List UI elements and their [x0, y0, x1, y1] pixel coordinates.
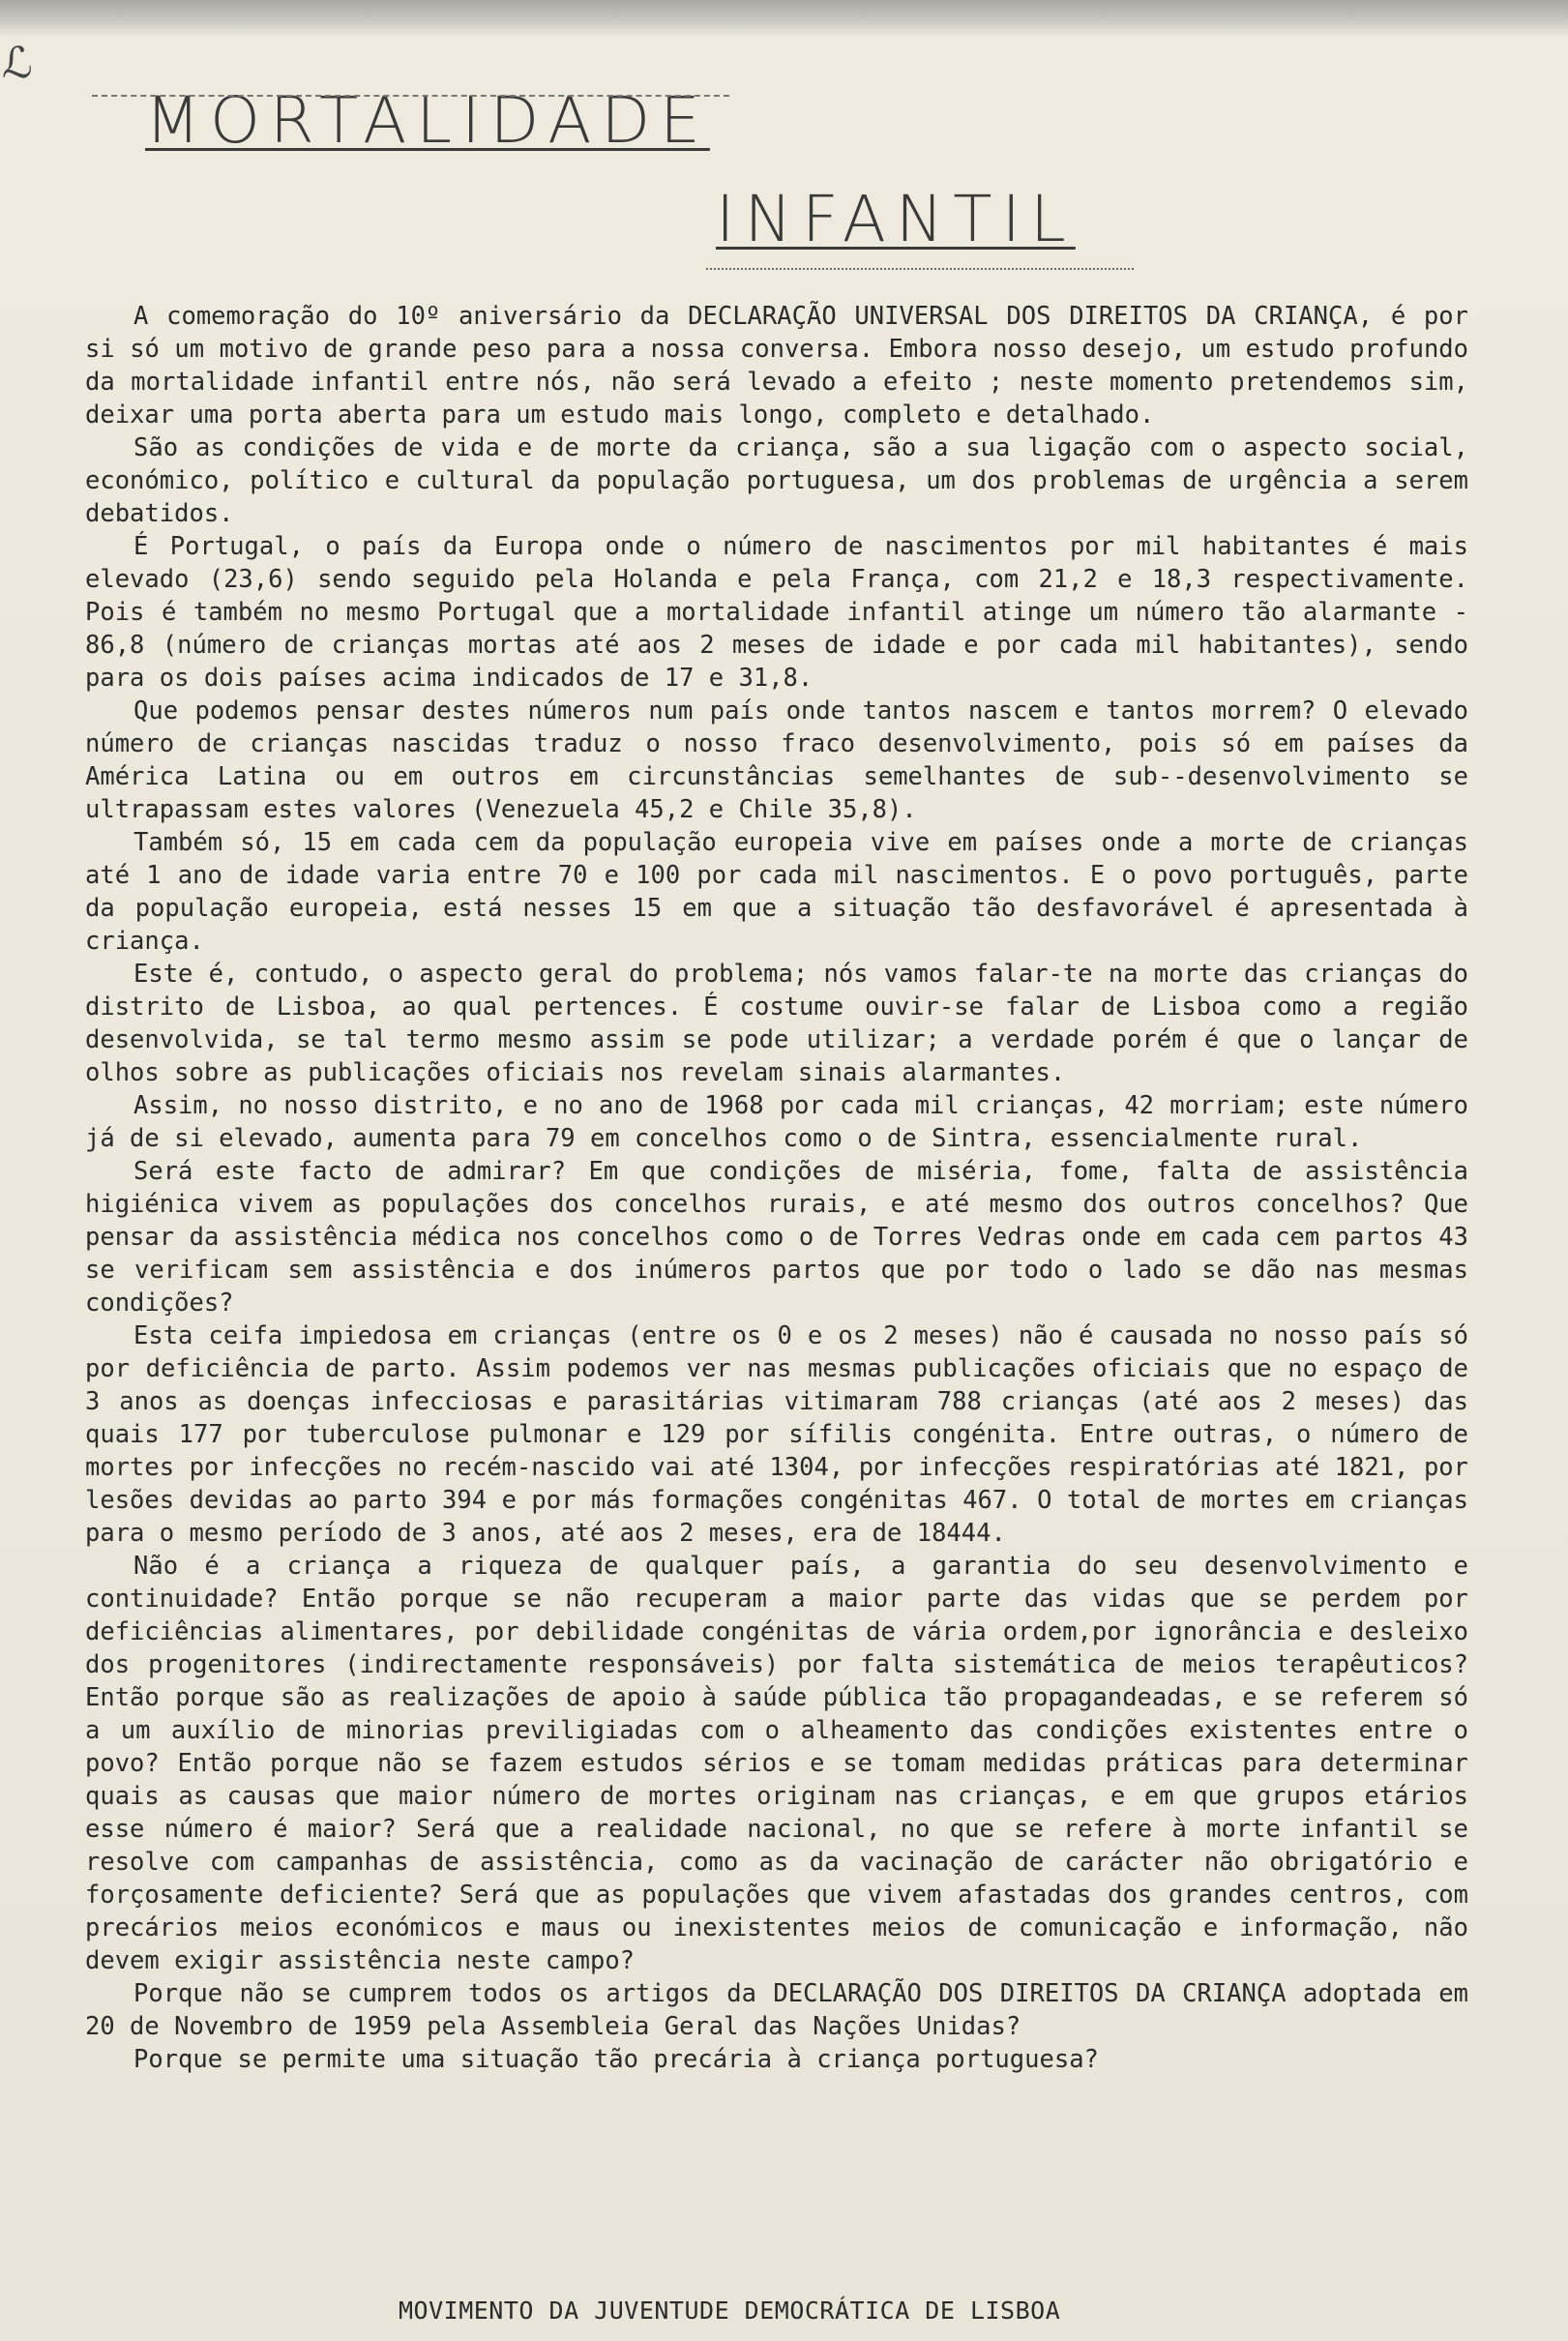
title-line-2: INFANTIL: [716, 182, 1076, 256]
paragraph: Porque não se cumprem todos os artigos da DECLARAÇÃO DOS DIREITOS DA CRIANÇA adoptada em 20 de Novembro de 1959 pela Assembleia Geral das Nações Unidas?: [85, 1979, 1468, 2041]
paragraph: Será este facto de admirar? Em que condições de miséria, fome, falta de assistência higiénica vivem as populações dos concelhos rurais, e até mesmo dos outros concelhos? Que pensar da assistência médica nos concelhos como o de Torres Vedras onde em cada cem partos 43 se verificam sem assistência e dos inúmeros partos que por todo o lado se dão nas mesmas condições?: [85, 1157, 1468, 1318]
signature: MOVIMENTO DA JUVENTUDE DEMOCRÁTICA DE LISBOA: [399, 2297, 1061, 2325]
paragraph: A comemoração do 10º aniversário da DECLARAÇÃO UNIVERSAL DOS DIREITOS DA CRIANÇA, é por si só um motivo de grande peso para a nossa conversa. Embora nosso desejo, um estudo profundo da mortalidade infantil entre nós, não será levado a efeito ; neste momento pretendemos sim, deixar uma porta aberta para um estudo mais longo, completo e detalhado.: [85, 302, 1468, 430]
paragraph: É Portugal, o país da Europa onde o número de nascimentos por mil habitantes é mais elevado (23,6) sendo seguido pela Holanda e pela França, com 21,2 e 18,3 respectivamente. Pois é também no mesmo Portugal que a mortalidade infantil atinge um número tão alarmante - 86,8 (número de crianças mortas até aos 2 meses de idade e por cada mil habitantes), sendo para os dois países acima indicados de 17 e 31,8.: [85, 532, 1468, 693]
title-line-1: MORTALIDADE: [145, 83, 710, 158]
paragraph: Porque se permite uma situação tão precária à criança portuguesa?: [133, 2045, 1099, 2074]
paragraph: Assim, no nosso distrito, e no ano de 1968 por cada mil crianças, 42 morriam; este número já de si elevado, aumenta para 79 em concelhos como o de Sintra, essencialmente rural.: [85, 1091, 1468, 1153]
paragraph: Não é a criança a riqueza de qualquer país, a garantia do seu desenvolvimento e continuidade? Então porque se não recuperam a maior parte das vidas que se perdem por deficiências alimentares, por debilidade congénitas de vária ordem,por ignorância e desleixo dos progenitores (indirectamente responsáveis) por falta sistemática de meios terapêuticos? Então porque são as realizações de apoio à saúde pública tão propagandeadas, e se referem só a um auxílio de minorias previligiadas com o alheamento das condições existentes entre o povo? Então porque não se fazem estudos sérios e se tomam medidas práticas para determinar quais as causas que maior número de mortes originam nas crianças, e em que grupos etários esse número é maior? Será que a realidade nacional, no que se refere à morte infantil se resolve com campanhas de assistência, como as da vacinação de carácter não obrigatório e forçosamente deficiente? Será que as populações que vivem afastadas dos grandes centros, com precários meios económicos e maus ou inexistentes meios de comunicação e informação, não devem exigir assistência neste campo?: [85, 1552, 1468, 1975]
handwritten-corner-mark: ℒ: [2, 39, 33, 88]
article-body: [85, 300, 1468, 2076]
paragraph: Este é, contudo, o aspecto geral do problema; nós vamos falar-te na morte das crianças do distrito de Lisboa, ao qual pertences. É costume ouvir-se falar de Lisboa como a região desenvolvida, se tal termo mesmo assim se pode utilizar; a verdade porém é que o lançar de olhos sobre as publicações oficiais nos revelam sinais alarmantes.: [85, 960, 1468, 1087]
paragraph: Que podemos pensar destes números num país onde tantos nascem e tantos morrem? O elevado número de crianças nascidas traduz o nosso fraco desenvolvimento, pois só em países da América Latina ou em outros em circunstâncias semelhantes de sub--desenvolvimento se ultrapassam estes valores (Venezuela 45,2 e Chile 35,8).: [85, 696, 1468, 824]
scan-top-edge: [0, 0, 1568, 37]
paragraph: São as condições de vida e de morte da criança, são a sua ligação com o aspecto social, económico, político e cultural da população portuguesa, um dos problemas de urgência a serem debatidos.: [85, 433, 1468, 528]
paragraph: Também só, 15 em cada cem da população europeia vive em países onde a morte de crianças até 1 ano de idade varia entre 70 e 100 por cada mil nascimentos. E o povo português, parte da população europeia, está nesses 15 em que a situação tão desfavorável é apresentada à criança.: [85, 828, 1468, 956]
paragraph: Esta ceifa impiedosa em crianças (entre os 0 e os 2 meses) não é causada no nosso país só por deficiência de parto. Assim podemos ver nas mesmas publicações oficiais que no espaço de 3 anos as doenças infecciosas e parasitárias vitimaram 788 crianças (até aos 2 meses) das quais 177 por tuberculose pulmonar e 129 por sífilis congénita. Entre outras, o número de mortes por infecções no recém-nascido vai até 1304, por infecções respiratórias até 1821, por lesões devidas ao parto 394 e por más formações congénitas 467. O total de mortes em crianças para o mesmo período de 3 anos, até aos 2 meses, era de 18444.: [85, 1321, 1468, 1548]
